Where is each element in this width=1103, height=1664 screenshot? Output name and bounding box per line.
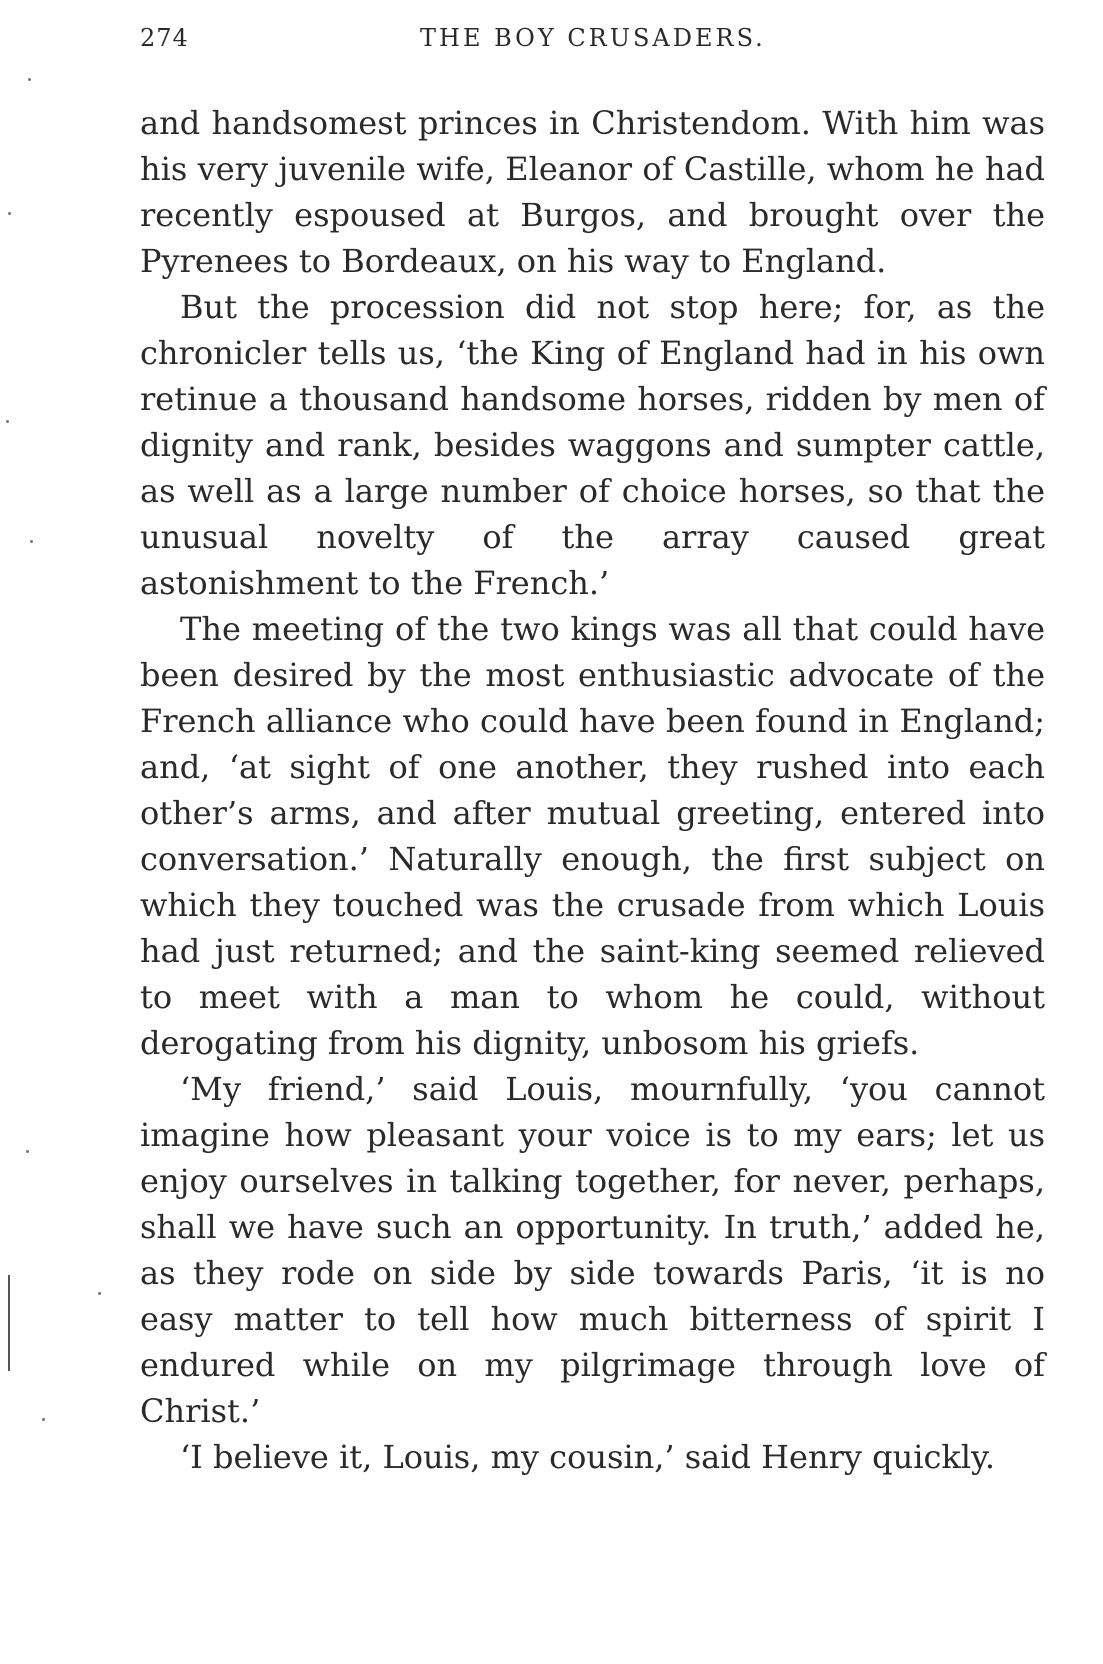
margin-speck: [30, 540, 33, 543]
margin-scan-mark: [8, 1275, 10, 1371]
running-title: THE BOY CRUSADERS.: [420, 24, 766, 52]
margin-speck: [28, 78, 31, 81]
paragraph-3: The meeting of the two kings was all that could have been desired by the most enthusiastic advocate of the French alliance who could have been found in England; and, ‘at sight of one another, they rushed into each other’s arms, and after mutual greeting, entered into conversation.’ Naturally enough, the first subject on which they touched was the crusade from which Louis had just returned; and the saint-king seemed relieved to meet with a man to whom he could, without derogating from his dignity, unbosom his griefs.: [140, 610, 1045, 1062]
page-header: [140, 24, 1040, 64]
margin-speck: [6, 420, 9, 423]
margin-speck: [8, 212, 11, 215]
page-number: 274: [140, 24, 189, 52]
paragraph-1: and handsomest princes in Christendom. With him was his very juvenile wife, Eleanor of Castille, whom he had recently espoused at Burgos, and brought over the Pyrenees to Bordeaux, on his way to England.: [140, 104, 1045, 280]
paragraph-5: ‘I believe it, Louis, my cousin,’ said Henry quickly.: [180, 1438, 995, 1476]
body-text: [140, 100, 1045, 1480]
paragraph-2: But the procession did not stop here; for, as the chronicler tells us, ‘the King of England had in his own retinue a thousand handsome horses, ridden by men of dignity and rank, besides waggons and sumpter cattle, as well as a large number of choice horses, so that the unusual novelty of the array caused great astonishment to the French.’: [140, 288, 1045, 602]
margin-speck: [42, 1418, 45, 1421]
margin-speck: [98, 1292, 101, 1295]
paragraph-4: ‘My friend,’ said Louis, mournfully, ‘you cannot imagine how pleasant your voice is to my ears; let us enjoy ourselves in talking together, for never, perhaps, shall we have such an opportunity. In truth,’ added he, as they rode on side by side towards Paris, ‘it is no easy matter to tell how much bitterness of spirit I endured while on my pilgrimage through love of Christ.’: [140, 1070, 1045, 1430]
margin-speck: [26, 1150, 29, 1153]
